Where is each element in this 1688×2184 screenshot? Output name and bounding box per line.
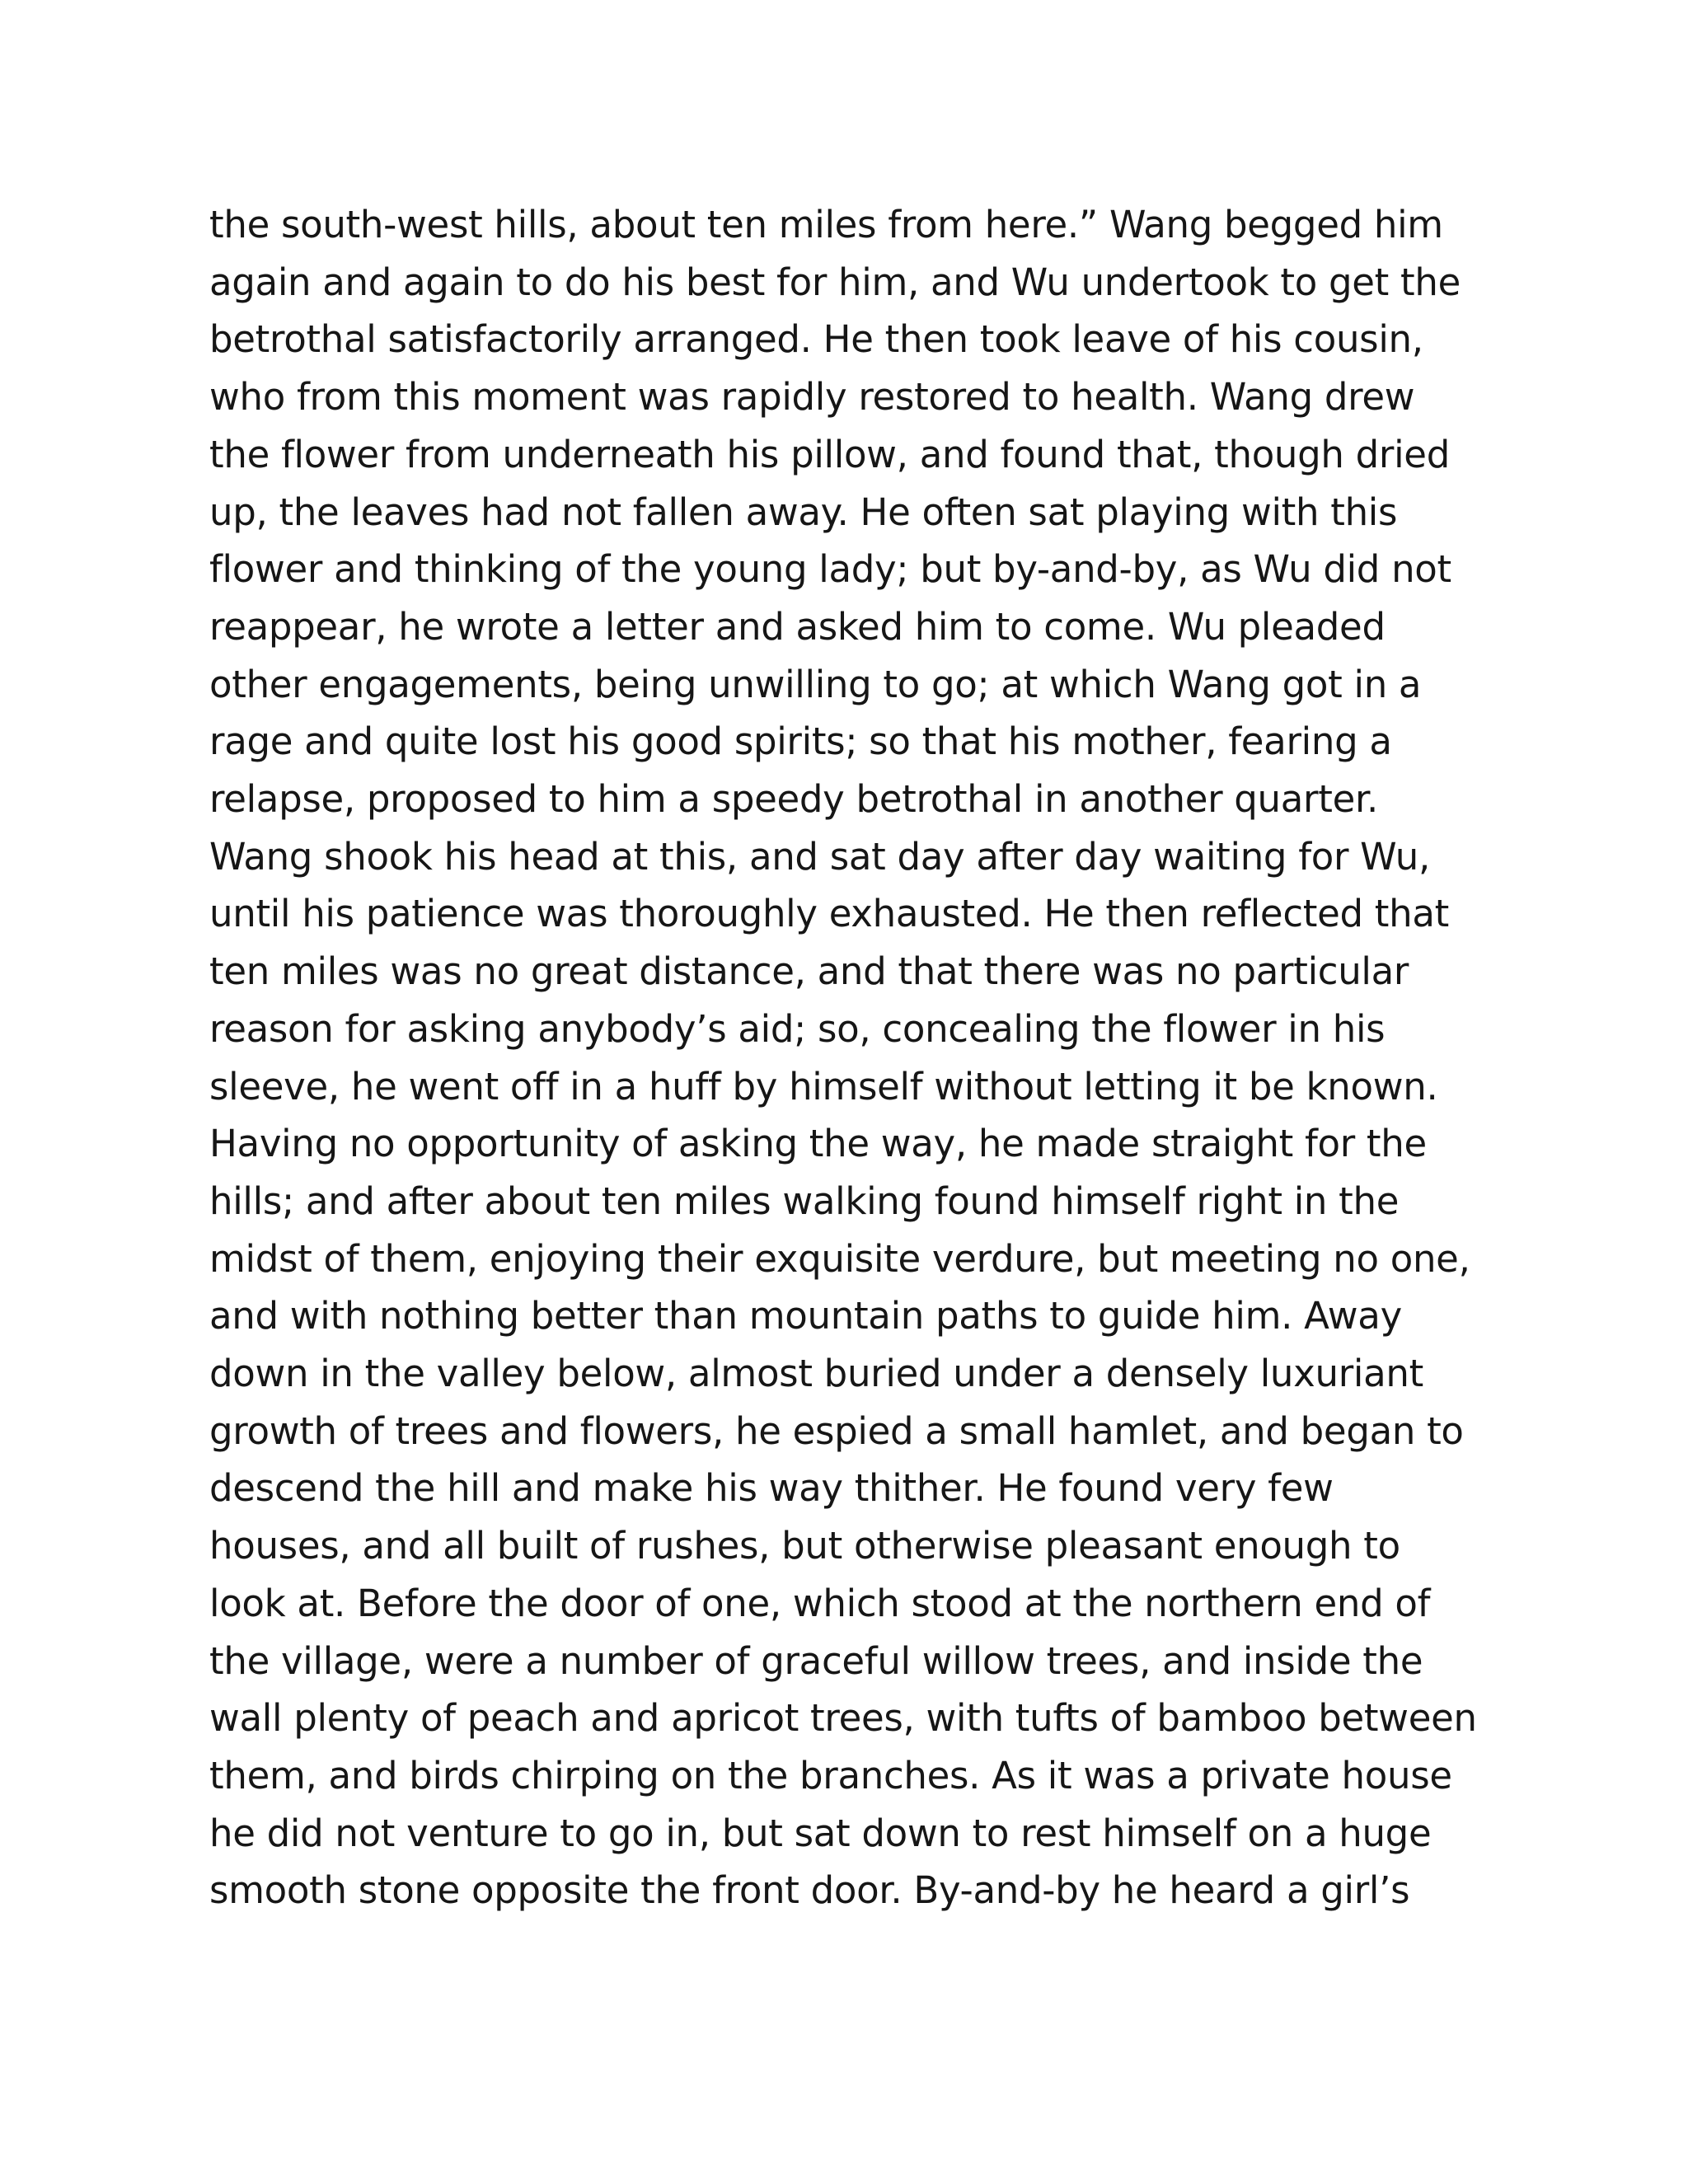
text-line: he did not venture to go in, but sat down to rest himself on a huge — [209, 1811, 1432, 1855]
text-line: Having no opportunity of asking the way, he made straight for the — [209, 1122, 1427, 1166]
text-line: wall plenty of peach and apricot trees, with tufts of bamboo between — [209, 1696, 1477, 1741]
text-line: reason for asking anybody’s aid; so, concealing the flower in his — [209, 1006, 1386, 1051]
text-line: until his patience was thoroughly exhausted. He then reflected that — [209, 892, 1449, 936]
text-line: who from this moment was rapidly restored to health. Wang drew — [209, 375, 1415, 419]
text-line: and with nothing better than mountain paths to guide him. Away — [209, 1294, 1402, 1338]
text-line: again and again to do his best for him, and Wu undertook to get the — [209, 260, 1461, 304]
text-line: Wang shook his head at this, and sat day after day waiting for Wu, — [209, 834, 1430, 879]
text-line: growth of trees and flowers, he espied a small hamlet, and began to — [209, 1408, 1464, 1453]
text-line: hills; and after about ten miles walking found himself right in the — [209, 1179, 1400, 1223]
text-line: descend the hill and make his way thither. He found very few — [209, 1466, 1334, 1511]
text-line: the village, were a number of graceful willow trees, and inside the — [209, 1638, 1423, 1683]
text-line: smooth stone opposite the front door. By-and-by he heard a girl’s — [209, 1868, 1410, 1913]
text-line: down in the valley below, almost buried under a densely luxuriant — [209, 1352, 1423, 1396]
text-line: betrothal satisfactorily arranged. He then took leave of his cousin, — [209, 317, 1423, 362]
text-line: houses, and all built of rushes, but otherwise pleasant enough to — [209, 1524, 1400, 1568]
text-line: the south-west hills, about ten miles from here.” Wang begged him — [209, 203, 1443, 246]
text-line: look at. Before the door of one, which stood at the northern end of — [209, 1581, 1431, 1625]
text-line: flower and thinking of the young lady; but by-and-by, as Wu did not — [209, 547, 1451, 592]
text-line: midst of them, enjoying their exquisite verdure, but meeting no one, — [209, 1236, 1470, 1281]
text-line: the flower from underneath his pillow, and found that, though dried — [209, 432, 1450, 476]
text-line: up, the leaves had not fallen away. He often sat playing with this — [209, 490, 1398, 534]
text-line: ten miles was no great distance, and that there was no particular — [209, 949, 1409, 994]
text-line: sleeve, he went off in a huff by himself without letting it be known. — [209, 1064, 1438, 1108]
text-line: reappear, he wrote a letter and asked him to come. Wu pleaded — [209, 604, 1386, 649]
text-line: them, and birds chirping on the branches. As it was a private house — [209, 1753, 1452, 1797]
text-line: other engagements, being unwilling to go; at which Wang got in a — [209, 662, 1422, 706]
text-line: rage and quite lost his good spirits; so that his mother, fearing a — [209, 719, 1392, 764]
text-line: relapse, proposed to him a speedy betrothal in another quarter. — [209, 777, 1379, 822]
body-text — [209, 196, 1528, 1919]
